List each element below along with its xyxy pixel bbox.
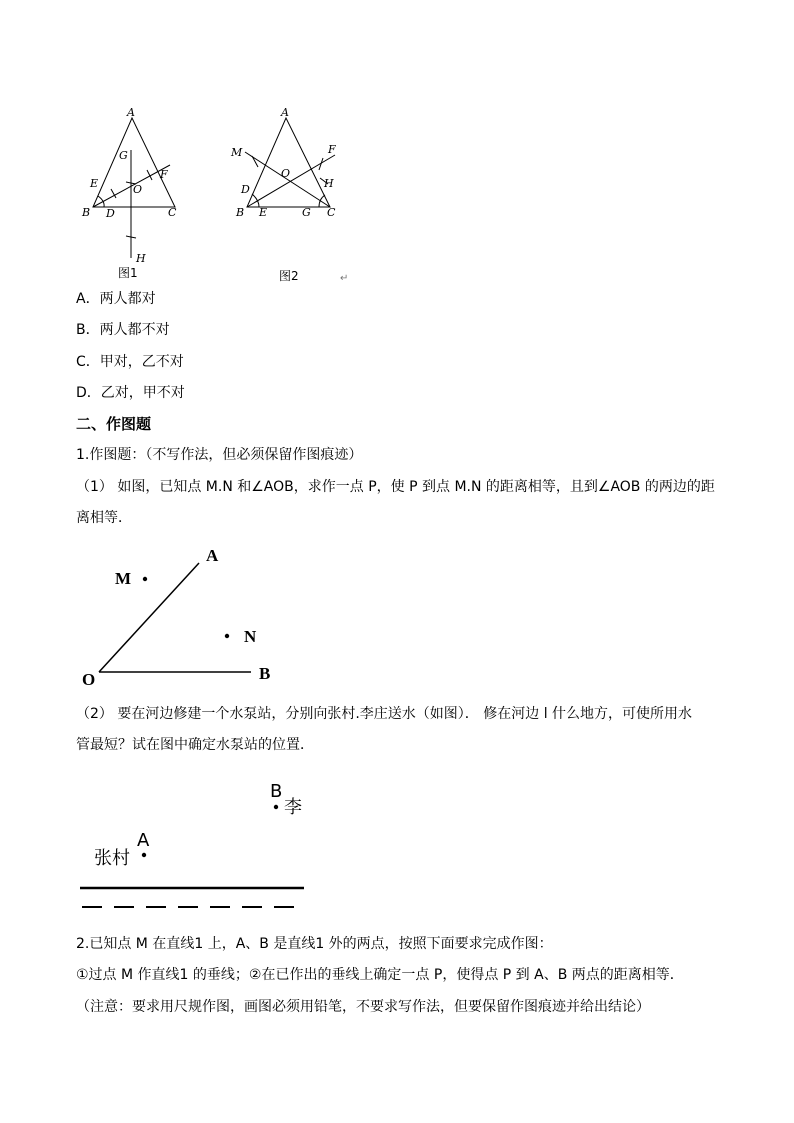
fig4-point-b: [274, 805, 278, 809]
figure-1-caption: 图1: [118, 266, 138, 280]
fig3-label-m: M: [115, 569, 132, 588]
fig1-label-a: A: [127, 106, 135, 119]
fig1-label-b: B: [82, 206, 91, 219]
q1-part1-line1: （1） 如图，已知点 M.N 和∠AOB，求作一点 P，使 P 到点 M.N 的距离相等，且到∠AOB 的两边的距: [76, 479, 715, 495]
fig1-label-e: E: [90, 177, 99, 190]
q2-line2: ①过点 M 作直线1 的垂线；②在已作出的垂线上确定一点 P，使得点 P 到 A、B 两点的距离相等．: [76, 967, 684, 983]
option-a: A．两人都对: [76, 291, 156, 307]
option-d: D．乙对，甲不对: [76, 385, 185, 401]
fig2-label-a: A: [281, 106, 289, 119]
q2-line3: （注意：要求用尺规作图，画图必须用铅笔，不要求写作法，但要保留作图痕迹并给出结论）: [76, 999, 650, 1015]
fig1-label-d: D: [106, 207, 115, 220]
fig2-label-o: O: [281, 167, 291, 180]
fig1-label-f: F: [160, 168, 168, 181]
fig2-label-d: D: [241, 183, 250, 196]
return-mark: ↵: [340, 273, 349, 284]
fig4-label-a: A: [137, 830, 150, 851]
q1-part2-line1: （2） 要在河边修建一个水泵站，分别向张村.李庄送水（如图）． 修在河边 l 什么地方，可使所用水: [76, 706, 693, 722]
fig4-label-zhangcun: 张村: [94, 848, 130, 869]
fig3-label-n: N: [244, 627, 257, 646]
fig2-label-b: B: [236, 206, 245, 219]
fig4-point-a: [142, 853, 146, 857]
fig4-label-li: 李: [284, 797, 302, 818]
fig3-label-o: O: [82, 670, 96, 689]
option-b: B．两人都不对: [76, 322, 170, 338]
fig3-label-a: A: [206, 546, 219, 565]
fig2-label-m: M: [231, 146, 243, 159]
fig2-label-g: G: [302, 206, 311, 219]
fig1-label-c: C: [168, 206, 177, 219]
q2-line1: 2.已知点 M 在直线1 上，A、B 是直线1 外的两点，按照下面要求完成作图：: [76, 936, 553, 952]
q1-part2-line2: 管最短？试在图中确定水泵站的位置．: [76, 737, 314, 753]
fig4-label-b: B: [270, 781, 283, 802]
fig1-label-o: O: [133, 183, 143, 196]
figure-2-caption: 图2: [279, 269, 299, 283]
fig2-label-h: H: [324, 177, 334, 190]
fig1-label-h: H: [136, 252, 146, 265]
fig2-label-f: F: [328, 143, 336, 156]
q1-stem: 1.作图题：（不写作法，但必须保留作图痕迹）: [76, 447, 363, 463]
fig2-label-e: E: [259, 206, 268, 219]
section-title: 二、作图题: [76, 415, 152, 433]
option-c: C．甲对，乙不对: [76, 354, 184, 370]
fig3-label-b: B: [259, 664, 271, 683]
fig2-label-c: C: [327, 206, 336, 219]
q1-part1-line2: 离相等．: [76, 510, 132, 526]
fig1-label-g: G: [119, 149, 128, 162]
